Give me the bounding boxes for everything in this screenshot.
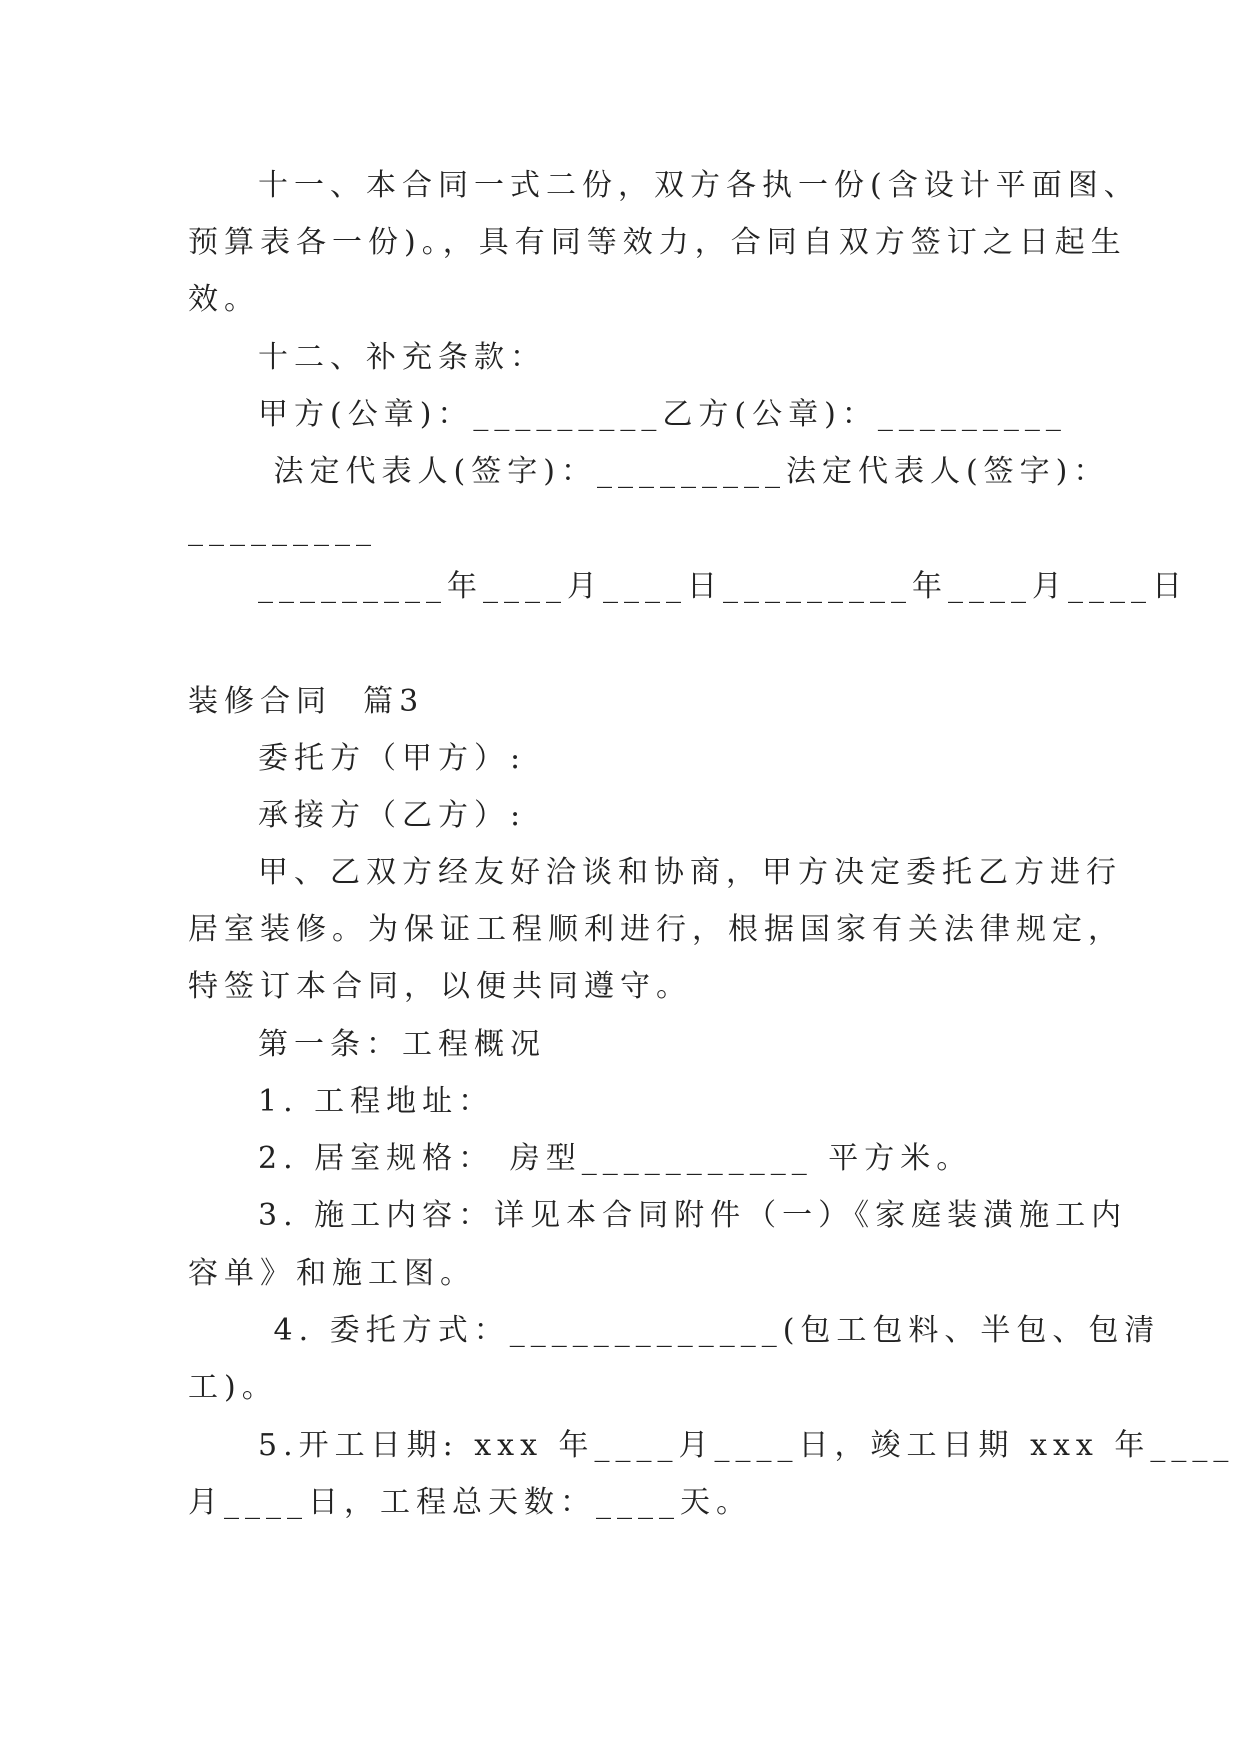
item-5-dates-line-1: 5.开工日期: xxx 年____月____日，竣工日期 xxx 年____ [258, 1428, 1235, 1463]
section-title: 装修合同 篇3 [188, 684, 425, 719]
article-1-heading: 第一条：工程概况 [258, 1027, 546, 1062]
signing-date-line: _________年____月____日_________年____月____日 [258, 569, 1188, 604]
item-2-room-spec: 2. 居室规格： 房型___________ 平方米。 [258, 1141, 973, 1176]
legal-rep-signature-line: 法定代表人(签字)：_________法定代表人(签字)： [258, 454, 1110, 489]
item-5-dates-line-2: 月____日，工程总天数：____天。 [188, 1485, 752, 1520]
item-4-method-line-1: 4. 委托方式：_____________(包工包料、半包、包清 [258, 1313, 1161, 1348]
preamble-line-2: 居室装修。为保证工程顺利进行，根据国家有关法律规定， [188, 912, 1124, 947]
clause-11-line-3: 效。 [188, 282, 260, 317]
item-4-method-line-2: 工)。 [188, 1370, 278, 1405]
contractor-party-line: 承接方（乙方）: [258, 798, 527, 833]
item-3-content-line-1: 3. 施工内容：详见本合同附件（一）《家庭装潢施工内 [258, 1198, 1128, 1233]
clause-11-line-1: 十一、本合同一式二份，双方各执一份(含设计平面图、 [258, 168, 1140, 203]
legal-rep-blank-line: _________ [188, 512, 377, 547]
preamble-line-1: 甲、乙双方经友好洽谈和协商，甲方决定委托乙方进行 [258, 855, 1122, 890]
clause-12-heading: 十二、补充条款： [258, 340, 546, 375]
client-party-line: 委托方（甲方）: [258, 741, 527, 776]
item-1-address: 1. 工程地址： [258, 1084, 495, 1119]
item-3-content-line-2: 容单》和施工图。 [188, 1256, 476, 1291]
preamble-line-3: 特签订本合同，以便共同遵守。 [188, 969, 692, 1004]
clause-11-line-2: 预算表各一份)。，具有同等效力，合同自双方签订之日起生 [188, 225, 1127, 260]
party-seal-line: 甲方(公章)：_________乙方(公章)：_________ [258, 397, 1067, 432]
